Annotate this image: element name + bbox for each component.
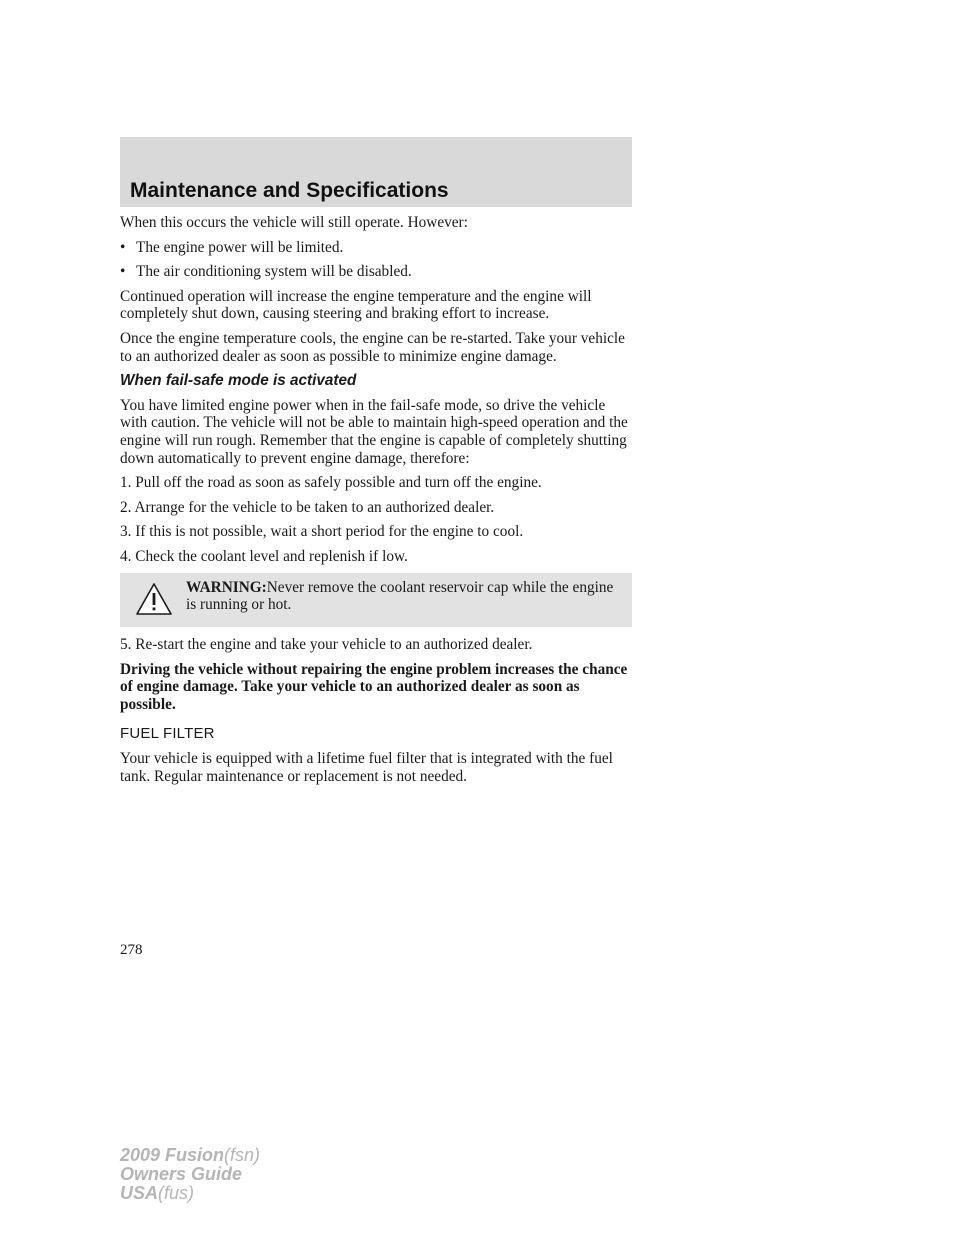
body-paragraph: You have limited engine power when in the fail-safe mode, so drive the vehicle with caution. The vehicle will not be able to maintain high-speed operation and the engine will run rough. Remember that the engine is capable of completely shutting down automatically to prevent engine damage, therefore: [120,396,628,467]
page-content [120,214,632,792]
body-paragraph: Continued operation will increase the engine temperature and the engine will completely shut down, causing steering and braking effort to increase. [120,287,592,323]
warning-message: Never remove the coolant reservoir cap while the engine is running or hot. [186,578,614,614]
footer-model-code: (fsn) [224,1145,261,1165]
footer-region: USA [120,1183,159,1203]
step-item: 2. Arrange for the vehicle to be taken to an authorized dealer. [120,498,495,516]
step-item: 3. If this is not possible, wait a short period for the engine to cool. [120,523,524,541]
footer-label [120,1146,260,1203]
intro-paragraph: When this occurs the vehicle will still operate. However: [120,214,468,231]
bullet-dot: • [120,263,126,281]
subheading: When fail-safe mode is activated [120,372,357,390]
footer-region-code: (fus) [158,1183,195,1203]
section-header-band [120,137,632,207]
bullet-item [120,263,632,281]
step-item: 1. Pull off the road as soon as safely possible and turn off the engine. [120,474,542,492]
step-item: 4. Check the coolant level and replenish if low. [120,547,408,565]
section-heading: FUEL FILTER [120,725,215,743]
body-paragraph: Your vehicle is equipped with a lifetime fuel filter that is integrated with the fuel tank. Regular maintenance or replacement is not needed. [120,750,613,785]
page-title: Maintenance and Specifications [130,179,449,202]
page-number: 278 [120,942,143,958]
warning-text [174,579,624,614]
body-paragraph: Once the engine temperature cools, the engine can be re-started. Take your vehicle to an authorized dealer as soon as possible to minimize engine damage. [120,329,625,365]
footer-guide: Owners Guide [120,1164,243,1184]
bullet-dot: • [120,238,126,256]
step-item: 5. Re-start the engine and take your vehicle to an authorized dealer. [120,636,533,654]
footer-model: 2009 Fusion [120,1145,225,1165]
bold-note: Driving the vehicle without repairing the engine problem increases the chance of engine damage. Take your vehicle to an authorized dealer as soon as possible. [120,660,628,713]
bullet-text: The air conditioning system will be disabled. [136,263,412,281]
bullet-text: The engine power will be limited. [136,238,344,256]
warning-callout [120,573,632,628]
bullet-item [120,239,632,257]
warning-label: WARNING: [186,578,267,596]
warning-triangle-icon [134,581,174,622]
